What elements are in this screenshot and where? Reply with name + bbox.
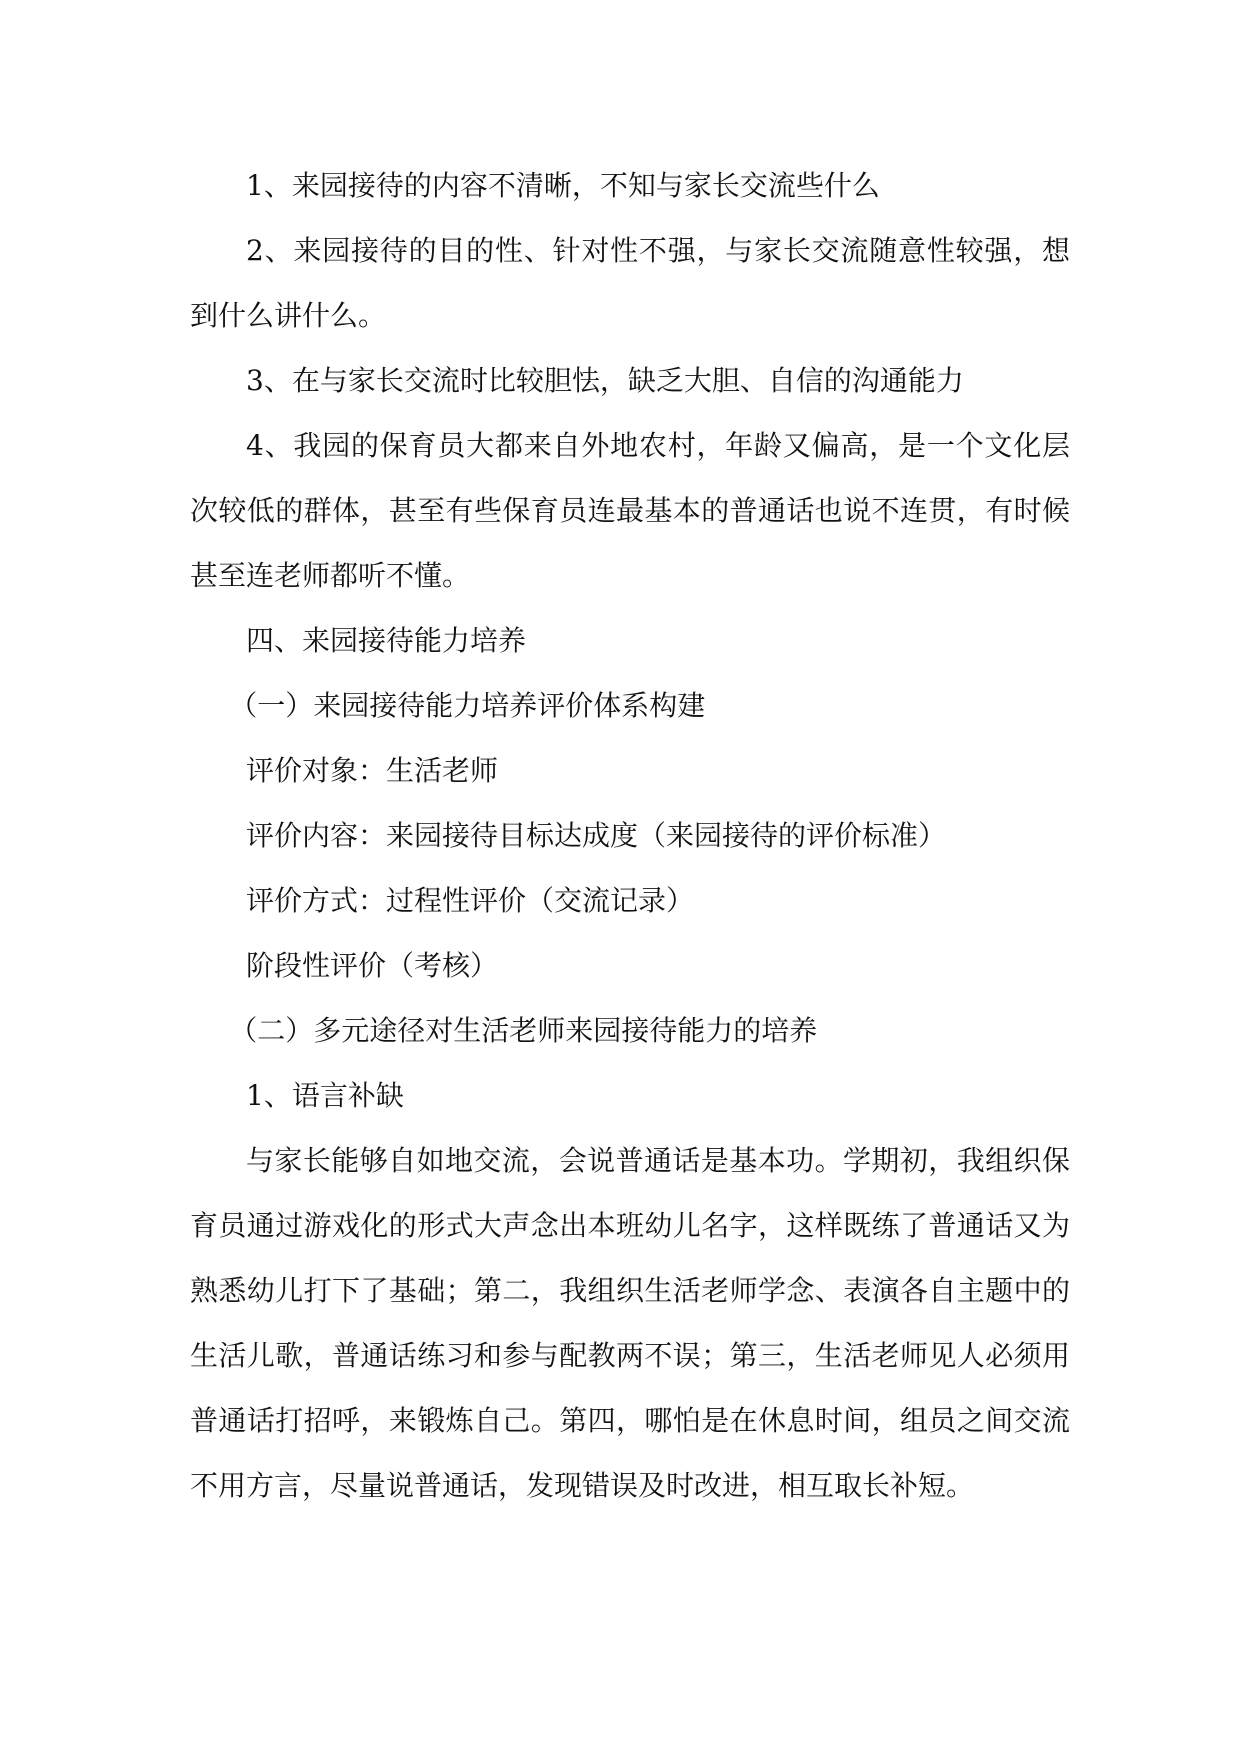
evaluation-content: 评价内容：来园接待目标达成度（来园接待的评价标准） [246, 819, 947, 852]
paragraph-item-4: 4、我园的保育员大都来自外地农村，年龄又偏高，是一个文化层次较低的群体，甚至有些保育员连最基本的普通话也说不连贯，有时候甚至连老师都听不懂。 [190, 429, 1070, 592]
paragraph-item-2: 2、来园接待的目的性、针对性不强，与家长交流随意性较强，想到什么讲什么。 [190, 234, 1070, 332]
section-heading-4: 四、来园接待能力培养 [246, 624, 527, 657]
evaluation-target: 评价对象：生活老师 [246, 754, 499, 787]
document-body [190, 153, 1070, 1518]
paragraph-item-3: 3、在与家长交流时比较胆怯，缺乏大胆、自信的沟通能力 [246, 364, 964, 397]
evaluation-stage: 阶段性评价（考核） [246, 949, 499, 982]
paragraph-item-1: 1、来园接待的内容不清晰，不知与家长交流些什么 [246, 169, 880, 202]
paragraph-language-practice: 与家长能够自如地交流，会说普通话是基本功。学期初，我组织保育员通过游戏化的形式大声念出本班幼儿名字，这样既练了普通话又为熟悉幼儿打下了基础；第二，我组织生活老师学念、表演各自主题中的生活儿歌，普通话练习和参与配教两不误；第三，生活老师见人必须用普通话打招呼，来锻炼自己。第四，哪怕是在休息时间，组员之间交流不用方言，尽量说普通话，发现错误及时改进，相互取长补短。 [190, 1144, 1070, 1502]
item-heading-language: 1、语言补缺 [246, 1079, 404, 1112]
subsection-heading-1: （一）来园接待能力培养评价体系构建 [229, 689, 706, 722]
evaluation-method: 评价方式：过程性评价（交流记录） [246, 884, 695, 917]
subsection-heading-2: （二）多元途径对生活老师来园接待能力的培养 [229, 1014, 818, 1047]
